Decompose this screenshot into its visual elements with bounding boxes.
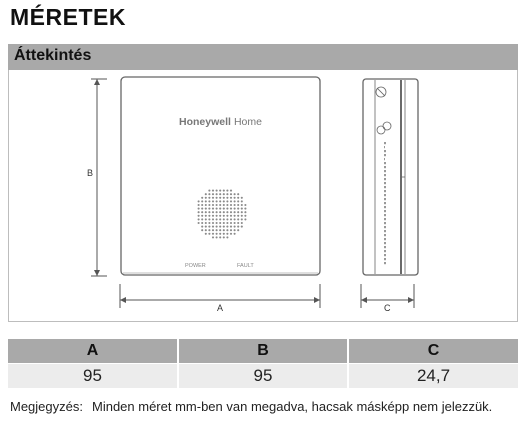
device-side-view (363, 79, 418, 275)
dimension-b-line (91, 79, 107, 276)
section-title: Áttekintés (14, 47, 92, 64)
value-a-cell: 95 (8, 364, 178, 389)
dimensions-table (8, 339, 518, 388)
note-label: Megjegyzés: (10, 399, 83, 414)
dimension-b-label: B (87, 168, 94, 178)
power-label: POWER (185, 263, 206, 269)
dimension-a-label: A (217, 303, 224, 313)
value-c-cell: 24,7 (348, 364, 518, 389)
table-row (8, 364, 518, 389)
device-drawing-svg (9, 70, 517, 321)
device-front-view (121, 77, 320, 275)
column-header-b: B (178, 339, 348, 364)
table-header-row (8, 339, 518, 364)
dimension-c-label: C (384, 303, 391, 313)
page-title: MÉRETEK (10, 4, 126, 30)
fault-label: FAULT (237, 263, 254, 269)
brand-logo-text: Honeywell Home (179, 116, 262, 128)
column-header-c: C (348, 339, 518, 364)
dimension-drawing (8, 70, 518, 322)
section-header-bar (8, 44, 518, 70)
value-b-cell: 95 (178, 364, 348, 389)
note-text: Minden méret mm-ben van megadva, hacsak másképp nem jelezzük. (92, 399, 493, 414)
column-header-a: A (8, 339, 178, 364)
